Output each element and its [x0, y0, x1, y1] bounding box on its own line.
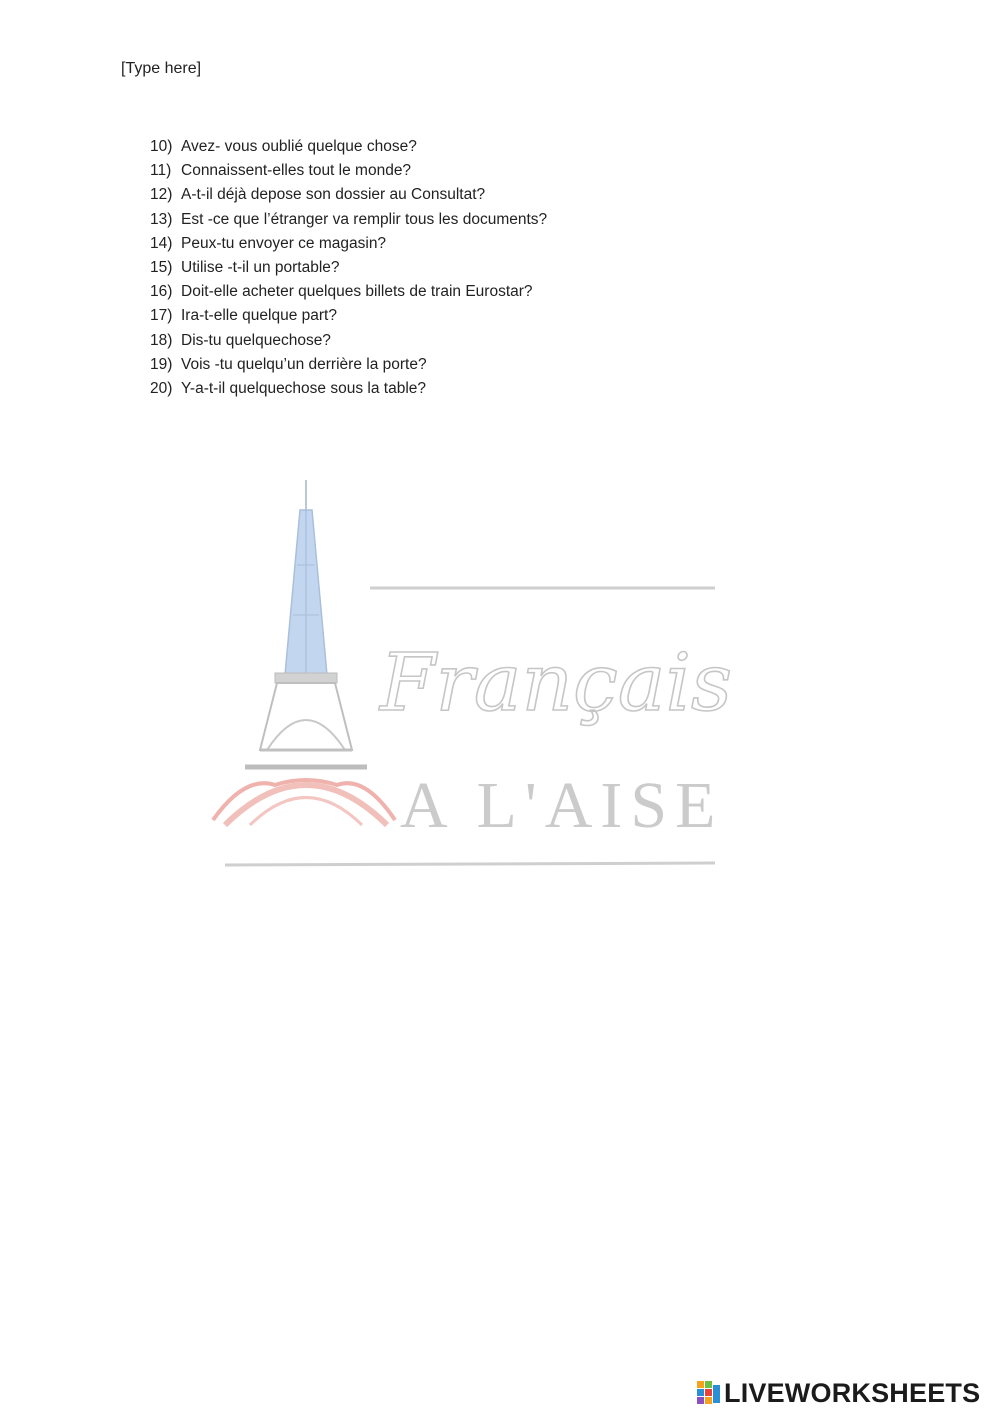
question-number: 12) — [150, 186, 173, 204]
question-list — [150, 135, 547, 401]
francais-a-laise-watermark — [205, 475, 735, 875]
question-text: Est -ce que l’étranger va remplir tous les documents? — [181, 210, 548, 228]
question-number: 14) — [150, 234, 173, 252]
question-number: 17) — [150, 307, 173, 325]
question-number: 18) — [150, 331, 173, 349]
question-text: Connaissent-elles tout le monde? — [181, 162, 412, 180]
question-number: 10) — [150, 138, 173, 155]
list-item — [150, 232, 547, 256]
watermark-caps-text: A L'AISE — [400, 769, 724, 842]
liveworksheets-text: LIVEWORKSHEETS — [724, 1378, 981, 1408]
list-item — [150, 280, 547, 304]
header-placeholder: [Type here] — [121, 60, 202, 77]
question-text: Y-a-t-il quelquechose sous la table? — [181, 379, 427, 397]
question-text: Peux-tu envoyer ce magasin? — [181, 234, 387, 252]
question-text: Dis-tu quelquechose? — [181, 331, 331, 349]
list-item — [150, 256, 547, 280]
list-item — [150, 377, 547, 401]
question-number: 20) — [150, 379, 173, 397]
question-number: 13) — [150, 210, 173, 228]
question-number: 11) — [150, 162, 172, 180]
question-text: Avez- vous oublié quelque chose? — [181, 138, 417, 155]
liveworksheets-logo — [697, 1378, 980, 1408]
question-number: 16) — [150, 283, 173, 301]
list-item — [150, 183, 547, 207]
list-item — [150, 329, 547, 353]
question-text: A-t-il déjà depose son dossier au Consultat? — [181, 186, 486, 204]
liveworksheets-icon — [697, 1381, 721, 1405]
list-item — [150, 353, 547, 377]
watermark-script-text: Français — [380, 636, 733, 729]
question-text: Utilise -t-il un portable? — [181, 258, 340, 276]
list-item — [150, 304, 547, 328]
question-number: 15) — [150, 258, 173, 276]
eiffel-tower-icon — [213, 480, 395, 825]
list-item — [150, 159, 547, 183]
list-item — [150, 135, 547, 159]
question-text: Vois -tu quelqu’un derrière la porte? — [181, 355, 427, 373]
question-text: Doit-elle acheter quelques billets de train Eurostar? — [181, 283, 533, 301]
list-item — [150, 208, 547, 232]
question-text: Ira-t-elle quelque part? — [181, 307, 337, 325]
question-number: 19) — [150, 355, 173, 373]
